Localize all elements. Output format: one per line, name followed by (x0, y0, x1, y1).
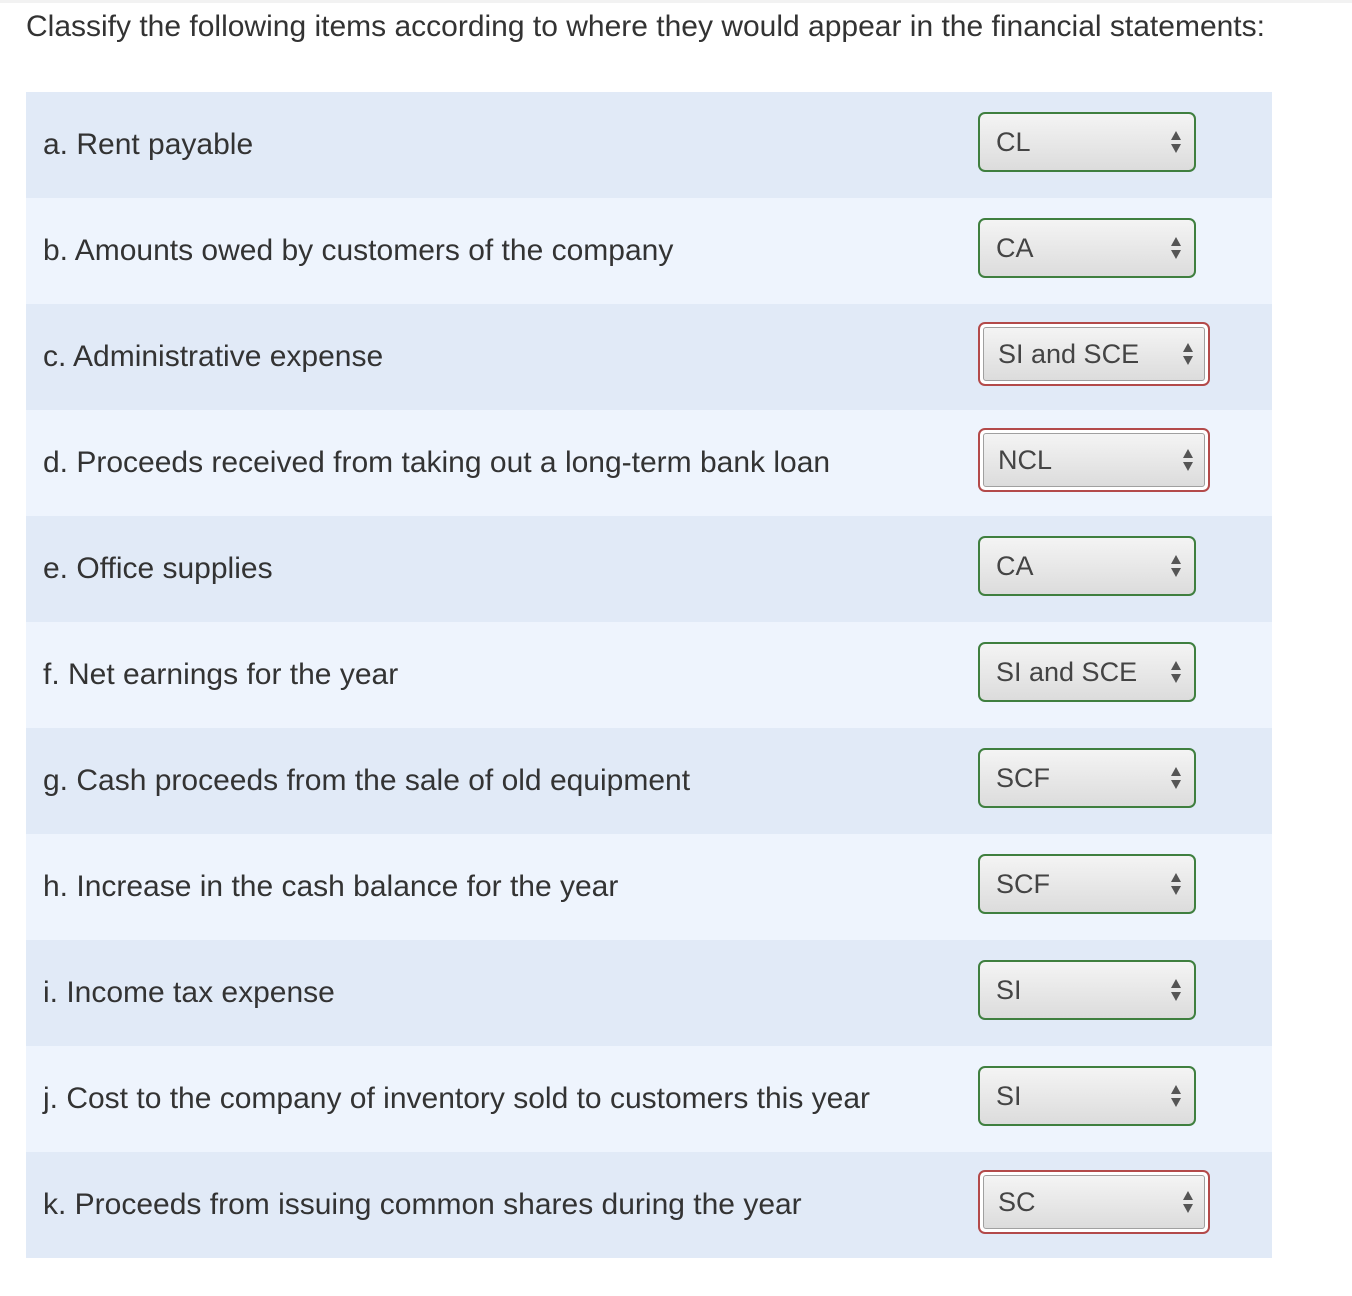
classification-select[interactable] (978, 1170, 1210, 1234)
select-arrows-icon (1170, 130, 1182, 154)
select-arrows-icon (1170, 766, 1182, 790)
table-row (26, 304, 1272, 410)
table-row (26, 1046, 1272, 1152)
table-row (26, 940, 1272, 1046)
item-label: g. Cash proceeds from the sale of old equipment (43, 764, 691, 797)
select-arrows-icon (1170, 236, 1182, 260)
classification-table (26, 92, 1272, 1258)
item-label: i. Income tax expense (43, 976, 335, 1009)
question-prompt: Classify the following items according to where they would appear in the financial statements: (26, 10, 1265, 43)
select-arrows-icon (1170, 660, 1182, 684)
item-label: k. Proceeds from issuing common shares during the year (43, 1188, 802, 1221)
selected-value: SI (996, 975, 1022, 1005)
selected-value: SI and SCE (996, 657, 1138, 687)
table-row (26, 410, 1272, 516)
item-label: j. Cost to the company of inventory sold to customers this year (43, 1082, 871, 1115)
table-row (26, 1152, 1272, 1258)
classification-select[interactable] (978, 112, 1196, 172)
table-row (26, 622, 1272, 728)
table-row (26, 516, 1272, 622)
table-row (26, 92, 1272, 198)
selected-value: SCF (996, 763, 1050, 793)
selected-value: SCF (996, 869, 1050, 899)
item-label: d. Proceeds received from taking out a long-term bank loan (43, 446, 831, 479)
classification-select[interactable] (978, 322, 1210, 386)
item-label: e. Office supplies (43, 552, 273, 585)
select-arrows-icon (1182, 448, 1194, 472)
classification-select[interactable] (978, 1066, 1196, 1126)
selected-value: SI (996, 1081, 1022, 1111)
item-label: a. Rent payable (43, 128, 254, 161)
select-arrows-icon (1170, 1084, 1182, 1108)
table-row (26, 198, 1272, 304)
select-arrows-icon (1182, 1190, 1194, 1214)
classification-select[interactable] (978, 748, 1196, 808)
selected-value: NCL (998, 445, 1053, 475)
select-arrows-icon (1170, 872, 1182, 896)
classification-select[interactable] (978, 536, 1196, 596)
top-divider (0, 0, 1352, 3)
selected-value: CL (996, 127, 1031, 157)
selected-value: SI and SCE (998, 339, 1140, 369)
classification-select[interactable] (978, 854, 1196, 914)
classification-select[interactable] (978, 218, 1196, 278)
item-label: f. Net earnings for the year (43, 658, 399, 691)
select-arrows-icon (1170, 978, 1182, 1002)
item-label: c. Administrative expense (43, 340, 384, 373)
selected-value: CA (996, 551, 1034, 581)
classification-select[interactable] (978, 642, 1196, 702)
selected-value: CA (996, 233, 1034, 263)
item-label: b. Amounts owed by customers of the company (43, 234, 674, 267)
select-arrows-icon (1170, 554, 1182, 578)
select-arrows-icon (1182, 342, 1194, 366)
table-row (26, 834, 1272, 940)
selected-value: SC (998, 1187, 1036, 1217)
classification-select[interactable] (978, 428, 1210, 492)
classification-select[interactable] (978, 960, 1196, 1020)
item-label: h. Increase in the cash balance for the year (43, 870, 619, 903)
table-row (26, 728, 1272, 834)
